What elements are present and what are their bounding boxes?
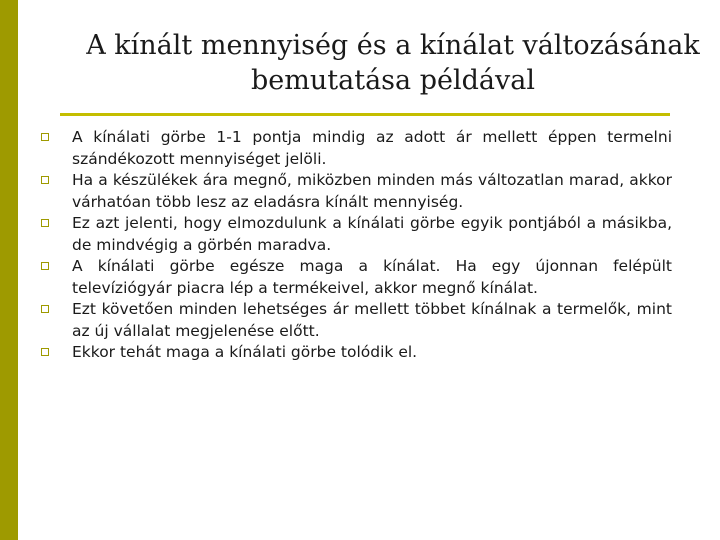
square-bullet-icon (41, 219, 49, 227)
bullet-text: Ez azt jelenti, hogy elmozdulunk a kínálati görbe egyik pontjából a másikba, de mindvégig a görbén maradva. (72, 214, 672, 254)
bullet-text: A kínálati görbe 1-1 pontja mindig az adott ár mellett éppen termelni szándékozott mennyiséget jelöli. (72, 128, 672, 168)
bullet-text: A kínálati görbe egésze maga a kínálat. Ha egy újonnan felépült televíziógyár piacra lép a termékeivel, akkor megnő kínálat. (72, 257, 672, 297)
title-line-2: bemutatása példával (251, 65, 535, 96)
bullet-list (40, 127, 672, 364)
slide-title (60, 28, 720, 98)
bullet-item (40, 127, 672, 170)
square-bullet-icon (41, 176, 49, 184)
bullet-item (40, 213, 672, 256)
bullet-item (40, 256, 672, 299)
square-bullet-icon (41, 305, 49, 313)
bullet-text: Ha a készülékek ára megnő, miközben minden más változatlan marad, akkor várhatóan több lesz az eladásra kínált mennyiség. (72, 171, 672, 211)
square-bullet-icon (41, 348, 49, 356)
bullet-text: Ezt követően minden lehetséges ár mellett többet kínálnak a termelők, mint az új vállalat megjelenése előtt. (72, 300, 672, 340)
bullet-item (40, 299, 672, 342)
bullet-item (40, 170, 672, 213)
square-bullet-icon (41, 262, 49, 270)
title-line-1: A kínált mennyiség és a kínálat változásának (86, 30, 700, 61)
bullet-item (40, 342, 672, 364)
square-bullet-icon (41, 133, 49, 141)
left-accent-bar (0, 0, 18, 540)
title-divider (60, 113, 670, 116)
bullet-text: Ekkor tehát maga a kínálati görbe tolódik el. (72, 343, 418, 361)
